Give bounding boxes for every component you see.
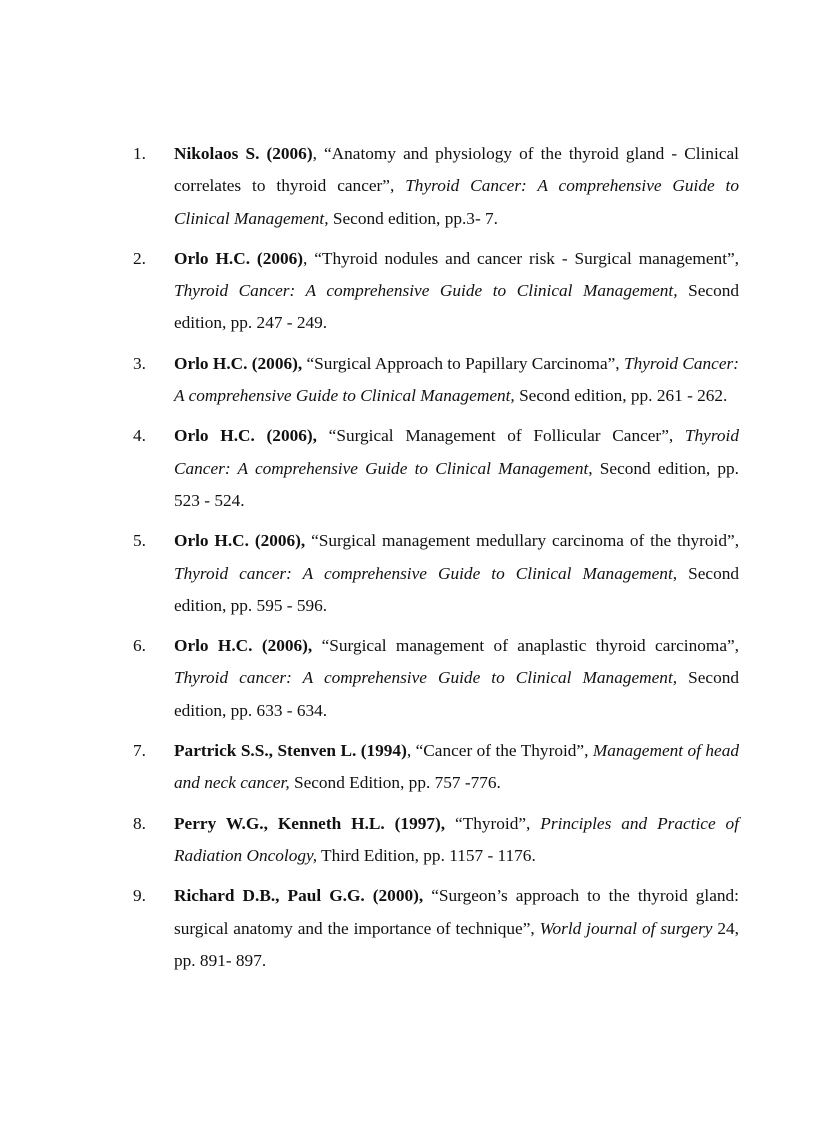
- reference-authors: Orlo H.C. (2006),: [174, 531, 306, 551]
- reference-item: [133, 630, 739, 727]
- reference-source: Management of head and neck cancer,: [174, 741, 739, 793]
- reference-text: [174, 348, 739, 413]
- reference-item: [133, 735, 739, 800]
- reference-details: Second edition, pp. 261 - 262.: [514, 386, 728, 406]
- reference-number: 4.: [133, 426, 146, 446]
- reference-number: 3.: [133, 353, 146, 373]
- reference-separator: ,: [668, 426, 685, 446]
- reference-text: [174, 138, 739, 235]
- reference-authors: Nikolaos S. (2006): [174, 144, 313, 163]
- reference-separator: ,: [526, 813, 541, 833]
- reference-authors: Orlo H.C. (2006): [174, 248, 304, 268]
- reference-item: [133, 138, 739, 235]
- reference-separator: ,: [389, 176, 406, 196]
- reference-title: “Thyroid”: [455, 813, 527, 833]
- reference-item: [133, 348, 739, 413]
- reference-separator: ,: [734, 248, 739, 268]
- reference-separator: ,: [530, 918, 540, 938]
- reference-source: Thyroid cancer: A comprehensive Guide to Clinical Management: [174, 563, 673, 583]
- reference-number: 7.: [133, 741, 146, 761]
- reference-source: Thyroid Cancer: A comprehensive Guide to Clinical Management: [174, 426, 739, 478]
- reference-separator: [445, 814, 455, 833]
- reference-text: [174, 525, 739, 622]
- reference-number: 6.: [133, 636, 146, 656]
- reference-authors: Perry W.G., Kenneth H.L. (1997),: [174, 813, 446, 833]
- reference-source: World journal of surgery: [539, 918, 713, 938]
- reference-details: Second edition, pp.3- 7.: [328, 208, 498, 228]
- reference-authors: Orlo H.C. (2006),: [174, 353, 303, 373]
- reference-source: Thyroid Cancer: A comprehensive Guide to Clinical Management,: [174, 353, 740, 406]
- reference-number: 9.: [133, 886, 146, 906]
- reference-text: [174, 420, 739, 517]
- reference-number: 2.: [133, 248, 146, 268]
- reference-number: 5.: [133, 531, 146, 551]
- reference-text: [174, 808, 739, 873]
- reference-title: “Surgical Management of Follicular Cancer”: [328, 426, 669, 446]
- reference-details: Second Edition, pp. 757 -776.: [289, 773, 501, 793]
- reference-text: [174, 880, 739, 977]
- reference-text: [174, 243, 739, 340]
- reference-separator: ,: [734, 636, 739, 656]
- reference-title: “Surgeon’s approach to the thyroid gland: surgical anatomy and the importance of technique”: [174, 886, 739, 938]
- reference-details: Third Edition, pp. 1157 - 1176.: [317, 845, 536, 865]
- reference-source: Thyroid Cancer: A comprehensive Guide to Clinical Management,: [174, 281, 678, 301]
- reference-authors: Richard D.B., Paul G.G. (2000),: [174, 886, 424, 906]
- reference-text: [174, 735, 739, 800]
- reference-item: [133, 243, 739, 340]
- reference-title: “Surgical management of anaplastic thyroid carcinoma”: [321, 636, 735, 656]
- reference-separator: ,: [312, 144, 325, 163]
- reference-separator: [312, 636, 321, 655]
- reference-number: 8.: [133, 813, 146, 833]
- reference-title: “Surgical management medullary carcinoma of the thyroid”: [311, 531, 735, 551]
- reference-details: 24, pp. 891- 897.: [174, 918, 739, 970]
- reference-details: , Second edition, pp. 523 - 524.: [174, 458, 739, 510]
- reference-source: Principles and Practice of Radiation Oncology,: [174, 813, 739, 865]
- reference-title: “Anatomy and physiology of the thyroid gland - Clinical correlates to thyroid cancer”: [174, 144, 739, 196]
- reference-text: [174, 630, 739, 727]
- reference-details: , Second edition, pp. 595 - 596.: [174, 563, 739, 615]
- reference-item: [133, 525, 739, 622]
- reference-separator: ,: [734, 531, 740, 551]
- reference-list: [133, 138, 739, 985]
- reference-separator: ,: [303, 248, 315, 268]
- reference-number: 1.: [133, 144, 146, 163]
- reference-title: “Cancer of the Thyroid”: [415, 741, 585, 761]
- reference-item: [133, 808, 739, 873]
- reference-separator: ,: [406, 741, 416, 761]
- reference-details: Second edition, pp. 247 - 249.: [174, 281, 739, 333]
- reference-authors: Partrick S.S., Stenven L. (1994): [174, 741, 407, 761]
- reference-source: Thyroid cancer: A comprehensive Guide to Clinical Management,: [174, 668, 678, 688]
- reference-title: “Surgical Approach to Papillary Carcinoma”: [306, 353, 616, 373]
- reference-separator: ,: [615, 353, 624, 373]
- reference-separator: ,: [584, 741, 593, 761]
- reference-title: “Thyroid nodules and cancer risk - Surgical management”: [314, 248, 735, 268]
- reference-item: [133, 880, 739, 977]
- reference-source: Thyroid Cancer: A comprehensive Guide to Clinical Management,: [174, 176, 739, 228]
- reference-authors: Orlo H.C. (2006),: [174, 426, 317, 446]
- reference-separator: [317, 426, 329, 445]
- reference-authors: Orlo H.C. (2006),: [174, 636, 313, 656]
- reference-details: Second edition, pp. 633 - 634.: [174, 668, 739, 720]
- reference-item: [133, 420, 739, 517]
